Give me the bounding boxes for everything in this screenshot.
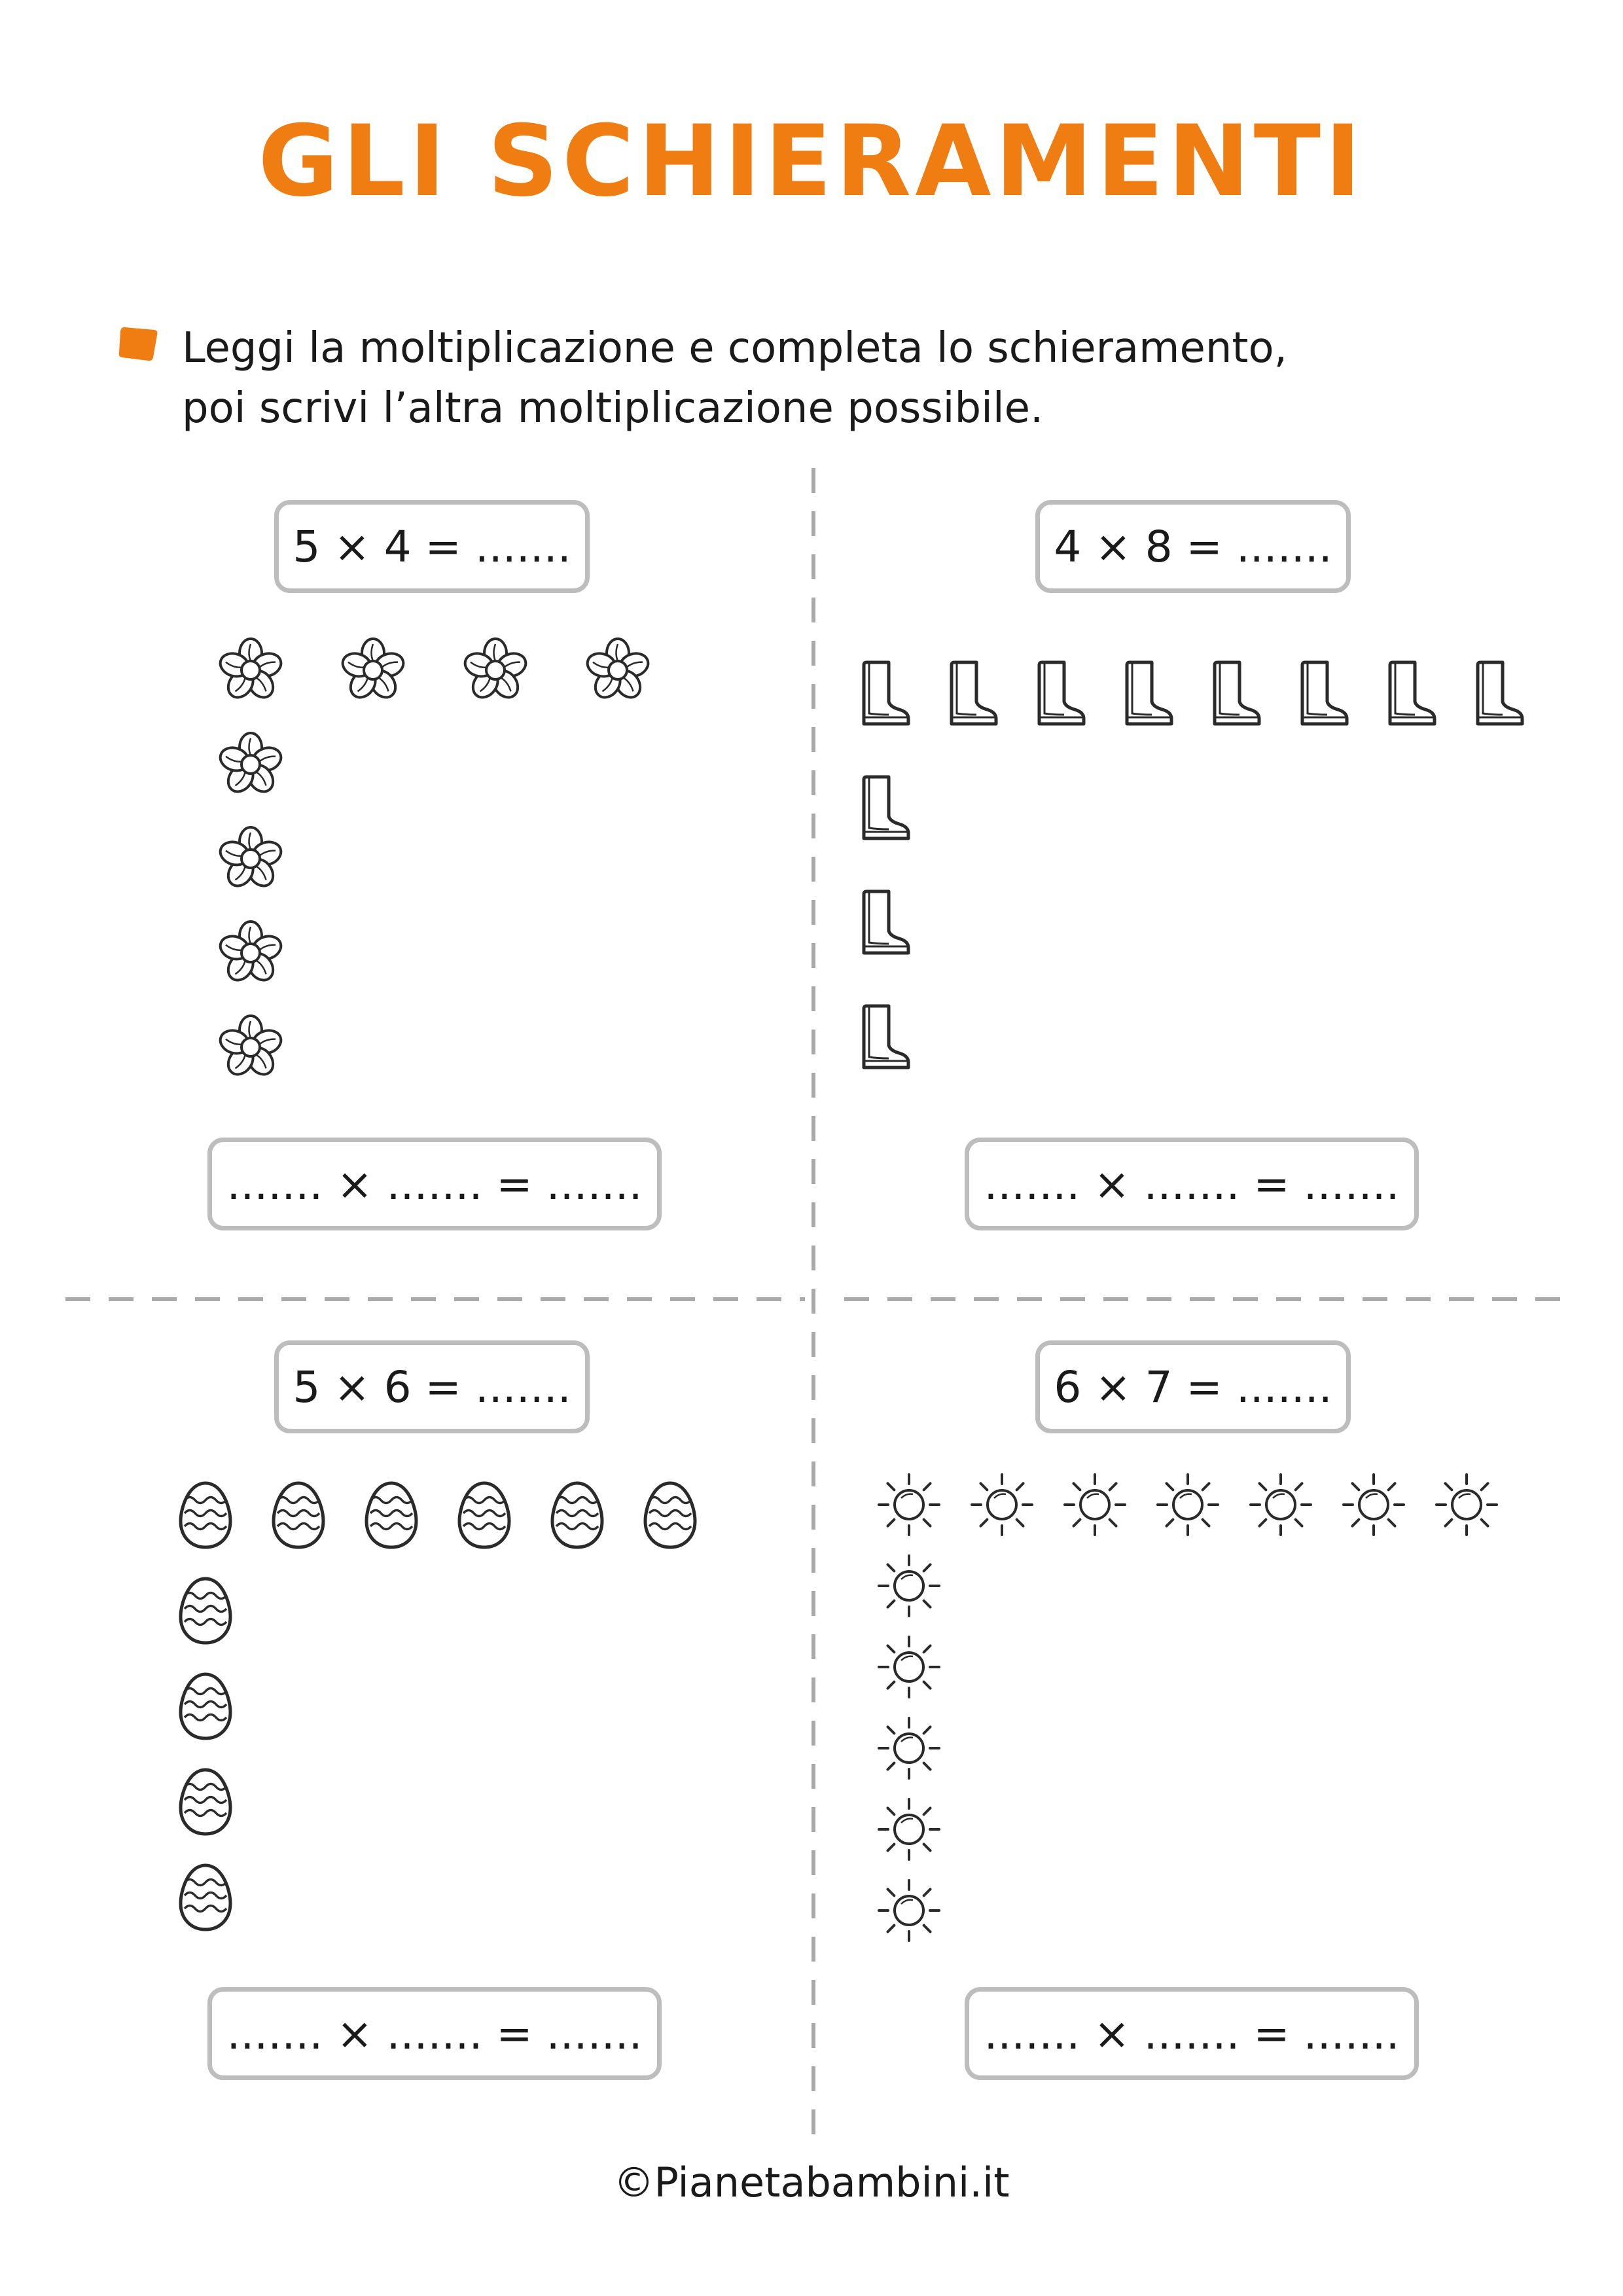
flower-icon — [462, 639, 529, 702]
egg-icon — [366, 1483, 416, 1547]
sun-icon — [1251, 1475, 1311, 1535]
boot-icon — [864, 891, 908, 953]
answer-box-1[interactable]: ....... × ....... = ....... — [207, 1138, 662, 1230]
boot-icon — [1127, 662, 1171, 724]
flower-icon — [217, 639, 284, 702]
sun-icon — [879, 1556, 939, 1616]
flower-icon — [217, 1016, 284, 1079]
flower-icon — [584, 639, 651, 702]
instruction-line-2: poi scrivi l’altra moltiplicazione possibile. — [182, 384, 1044, 433]
sun-icon — [1065, 1475, 1125, 1535]
egg-icon — [181, 1483, 230, 1547]
instruction-line-1: Leggi la moltiplicazione e completa lo schieramento, — [182, 324, 1287, 372]
footer-copyright: ©Pianetabambini.it — [613, 2159, 1010, 2206]
sun-icon — [1344, 1475, 1404, 1535]
flower-icon — [217, 827, 284, 891]
sun-icon — [972, 1475, 1032, 1535]
egg-icon — [181, 1770, 230, 1834]
sun-icon — [879, 1799, 939, 1859]
egg-icon — [274, 1483, 323, 1547]
sun-icon — [879, 1718, 939, 1778]
answer-box-4[interactable]: ....... × ....... = ....... — [965, 1987, 1419, 2080]
boot-icon — [1390, 662, 1435, 724]
flower-icon — [217, 733, 284, 797]
egg-icon — [181, 1865, 230, 1929]
sun-icon — [879, 1880, 939, 1941]
flower-icon — [217, 922, 284, 985]
answer-box-2[interactable]: ....... × ....... = ....... — [965, 1138, 1419, 1230]
page-title: GLI SCHIERAMENTI — [258, 105, 1365, 219]
sun-icon — [879, 1475, 939, 1535]
boot-icon — [864, 662, 908, 724]
boot-icon — [952, 662, 996, 724]
egg-icon — [645, 1483, 695, 1547]
boot-icon — [864, 777, 908, 838]
sun-icon — [879, 1637, 939, 1697]
boot-icon — [1478, 662, 1522, 724]
boot-icon — [864, 1006, 908, 1067]
sun-icon — [1436, 1475, 1497, 1535]
sun-icon — [1158, 1475, 1218, 1535]
boot-icon — [1039, 662, 1084, 724]
equation-box-3: 5 × 6 = ....... — [274, 1340, 590, 1433]
egg-icon — [181, 1579, 230, 1643]
egg-icon — [181, 1674, 230, 1738]
equation-box-4: 6 × 7 = ....... — [1035, 1340, 1351, 1433]
egg-icon — [459, 1483, 509, 1547]
equation-box-2: 4 × 8 = ....... — [1035, 500, 1351, 593]
boot-icon — [1215, 662, 1259, 724]
flower-icon — [340, 639, 406, 702]
boot-icon — [1302, 662, 1347, 724]
egg-icon — [552, 1483, 602, 1547]
answer-box-3[interactable]: ....... × ....... = ....... — [207, 1987, 662, 2080]
equation-box-1: 5 × 4 = ....... — [274, 500, 590, 593]
